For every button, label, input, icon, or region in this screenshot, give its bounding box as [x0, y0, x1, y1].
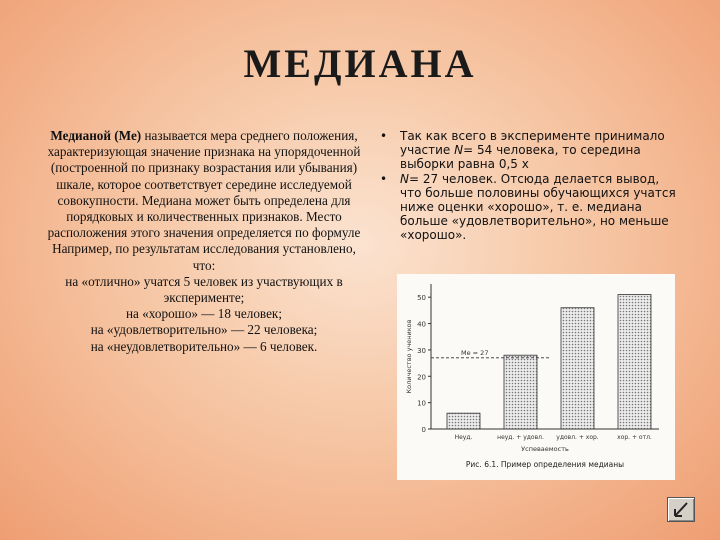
x-tick-label: неуд. + удовл.	[497, 434, 544, 441]
chart-bar	[447, 413, 480, 429]
median-label: Me = 27	[461, 348, 489, 357]
chart-caption: Рис. 6.1. Пример определения медианы	[465, 460, 625, 469]
chart-bar	[561, 308, 594, 429]
bullet2-text: = 27 человек. Отсюда делается вывод, что больше половины обучающихся учатся ниже оценки «хорошо», т. е. медиана больше «удовлетворительно», но меньше «хорошо».	[400, 171, 676, 243]
x-axis-label: Успеваемость	[521, 445, 569, 453]
x-tick-label: хор. + отл.	[617, 434, 652, 441]
n-variable: N	[400, 171, 409, 186]
x-tick-label: Неуд.	[454, 434, 473, 441]
back-nav-button[interactable]	[667, 497, 695, 522]
n-variable: N	[454, 143, 464, 158]
bullet-item-sample	[378, 129, 684, 172]
left-text-column	[44, 128, 364, 355]
bullet1-text-after: = 54 человека, то середина выборки равна 0,5 х	[400, 143, 641, 172]
median-bar-chart	[397, 274, 675, 480]
example-intro: Например, по результатам исследования установлено, что:	[52, 241, 356, 273]
example-line-excellent: на «отлично» учатся 5 человек из участвующих в эксперименте;	[65, 273, 343, 306]
y-tick-label: 20	[417, 373, 426, 382]
y-axis-label: Количество учеников	[405, 319, 413, 394]
median-chart	[397, 274, 675, 480]
chart-bar	[504, 355, 537, 429]
y-tick-label: 50	[417, 294, 426, 303]
bullet-icon: •	[380, 171, 388, 186]
chart-bar	[618, 295, 651, 429]
bullet-item-conclusion	[378, 172, 684, 243]
slide-title: МЕДИАНА	[243, 41, 477, 86]
return-arrow-icon	[668, 498, 694, 521]
bullet1-text: Так как всего в эксперименте принимало участие	[400, 129, 665, 158]
right-text-column	[378, 129, 684, 243]
y-tick-label: 30	[417, 346, 426, 355]
definition-text: называется мера среднего положения, характеризующая значение признака на упорядоченной (построенной по признаку возрастания или убывания) шкале, которое соответствует середине исследуемой совокупности. Медиана может быть определена для порядковых и количественных признаков. Место расположения этого значения определяется по формуле	[47, 128, 361, 241]
median-definition	[44, 128, 364, 241]
y-tick-label: 40	[417, 320, 426, 329]
y-tick-label: 0	[421, 426, 426, 434]
x-tick-label: удовл. + хор.	[556, 434, 599, 441]
example-line-satisfactory: на «удовлетворительно» — 22 человека;	[90, 322, 318, 338]
example-line-unsatisfactory: на «неудовлетворительно» — 6 человек.	[90, 338, 318, 354]
y-tick-label: 10	[417, 399, 426, 408]
median-term: Медианой (Ме)	[50, 128, 142, 143]
example-line-good: на «хорошо» — 18 человек;	[125, 306, 282, 322]
bullet-icon: •	[380, 129, 388, 143]
